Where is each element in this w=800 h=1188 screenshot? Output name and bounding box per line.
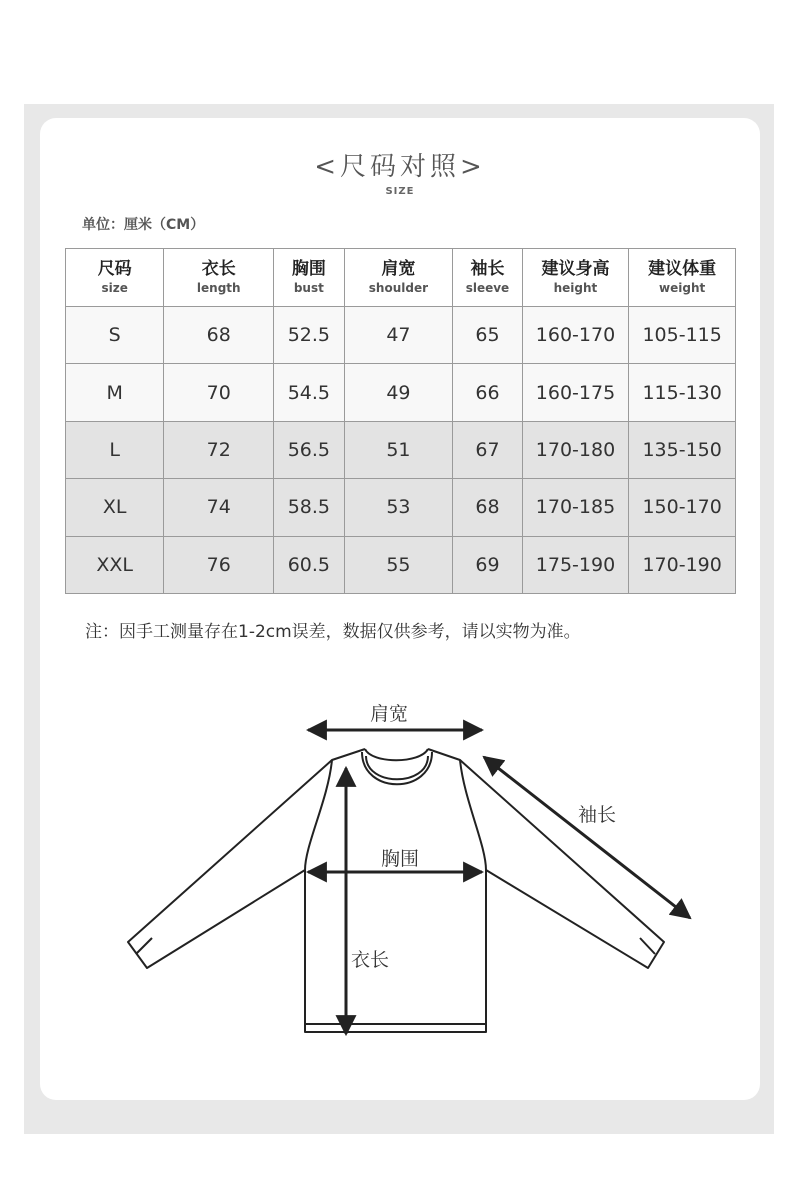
cell-shoulder: 53 — [344, 479, 453, 536]
cell-size: XL — [66, 479, 164, 536]
cell-length: 76 — [164, 536, 274, 593]
tshirt-outline — [128, 749, 664, 1032]
header-label-cn: 建议身高 — [541, 259, 610, 279]
cell-shoulder: 49 — [344, 364, 453, 421]
cell-sleeve: 67 — [453, 421, 522, 478]
header-label-cn: 尺码 — [97, 259, 132, 279]
cell-height: 175-190 — [522, 536, 629, 593]
cell-height: 160-175 — [522, 364, 629, 421]
header-label-en: height — [553, 281, 598, 295]
cell-shoulder: 47 — [344, 307, 453, 364]
length-label: 衣长 — [351, 949, 390, 971]
unit-label: 单位：厘米（CM） — [82, 217, 205, 233]
cell-size: M — [66, 364, 164, 421]
cell-bust: 60.5 — [274, 536, 344, 593]
cell-size: L — [66, 421, 164, 478]
cell-shoulder: 55 — [344, 536, 453, 593]
cell-length: 70 — [164, 364, 274, 421]
cell-size: XXL — [66, 536, 164, 593]
cell-weight: 150-170 — [629, 479, 736, 536]
cell-bust: 58.5 — [274, 479, 344, 536]
cell-sleeve: 66 — [453, 364, 522, 421]
cell-length: 72 — [164, 421, 274, 478]
cell-size: S — [66, 307, 164, 364]
header-label-en: bust — [293, 281, 324, 295]
cell-bust: 54.5 — [274, 364, 344, 421]
cell-length: 68 — [164, 307, 274, 364]
cell-weight: 135-150 — [629, 421, 736, 478]
sleeve-label: 袖长 — [578, 804, 617, 826]
cell-weight: 105-115 — [629, 307, 736, 364]
header-label-cn: 建议体重 — [648, 259, 717, 279]
header-label-cn: 袖长 — [470, 259, 505, 279]
cell-bust: 56.5 — [274, 421, 344, 478]
cell-weight: 170-190 — [629, 536, 736, 593]
cell-length: 74 — [164, 479, 274, 536]
header-label-en: size — [101, 281, 128, 295]
sleeve-arrow — [484, 757, 690, 918]
cell-sleeve: 68 — [453, 479, 522, 536]
cell-sleeve: 65 — [453, 307, 522, 364]
cell-height: 170-180 — [522, 421, 629, 478]
cell-bust: 52.5 — [274, 307, 344, 364]
header-label-en: weight — [659, 281, 706, 295]
header-label-en: length — [196, 281, 241, 295]
bust-label: 胸围 — [381, 848, 420, 870]
cell-height: 160-170 — [522, 307, 629, 364]
header-label-cn: 胸围 — [291, 259, 326, 279]
cell-weight: 115-130 — [629, 364, 736, 421]
header-label-en: shoulder — [368, 281, 429, 295]
header-label-cn: 肩宽 — [381, 259, 416, 279]
header-label-en: sleeve — [465, 281, 510, 295]
header-label-cn: 衣长 — [201, 259, 236, 279]
shoulder-label: 肩宽 — [370, 703, 409, 725]
cell-sleeve: 69 — [453, 536, 522, 593]
measurement-note: 注：因手工测量存在1-2cm误差，数据仅供参考，请以实物为准。 — [85, 622, 581, 642]
chart-subtitle: SIZE — [385, 186, 415, 197]
cell-height: 170-185 — [522, 479, 629, 536]
chart-title: <尺码对照> — [314, 152, 486, 182]
measurement-arrows — [308, 730, 690, 1034]
cell-shoulder: 51 — [344, 421, 453, 478]
